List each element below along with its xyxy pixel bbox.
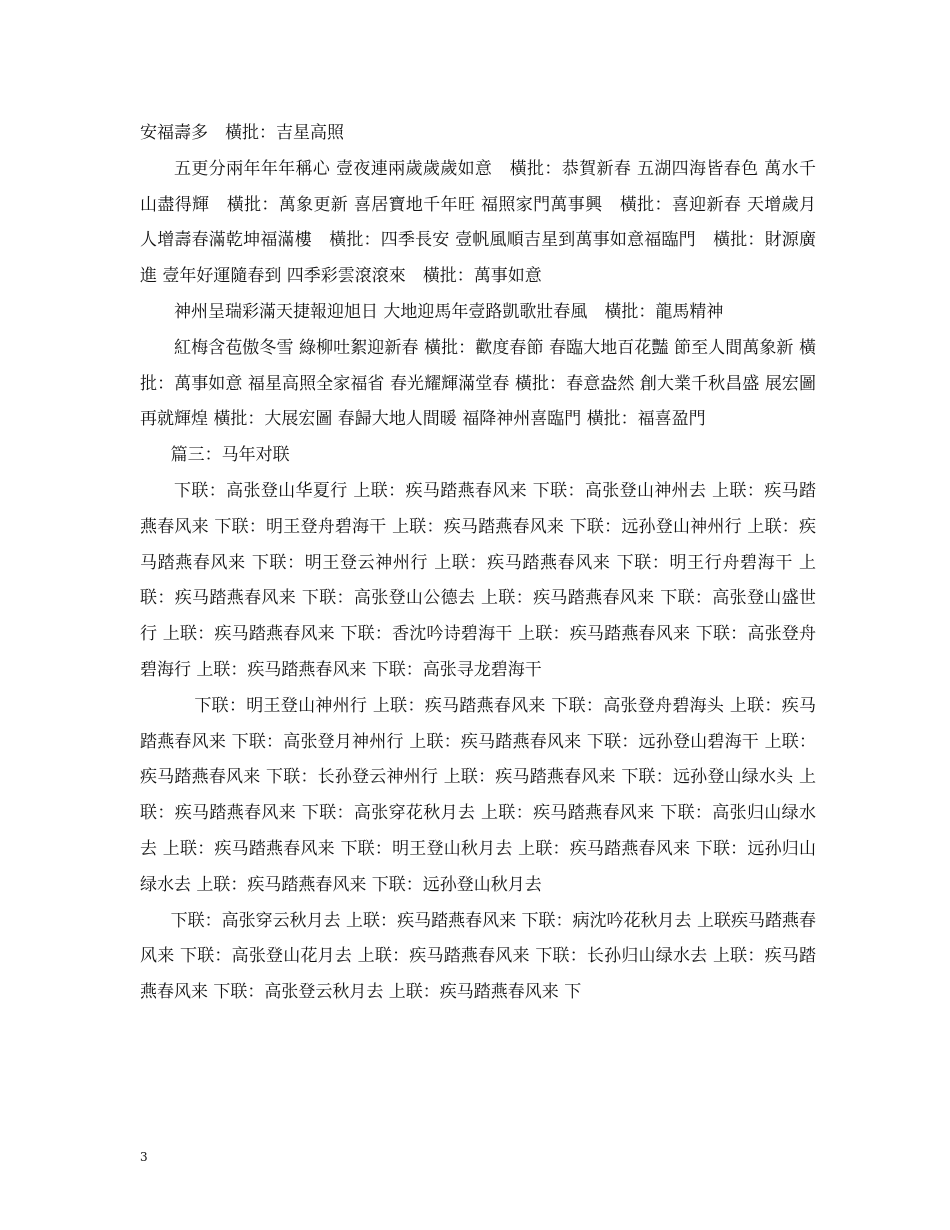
- paragraph-continuation: 安福壽多 橫批：吉星高照: [140, 123, 344, 143]
- paragraph-couplets-3: 紅梅含苞傲冬雪 綠柳吐絮迎新春 橫批：歡度春節 春臨大地百花豔 節至人間萬象新 橫批：萬事如意 福星高照全家福省 春光耀輝滿堂春 橫批：春意盎然 創大業千秋昌盛 展宏圖再就輝煌 橫批：大展宏圖 春歸大地人間暖 福降神州喜臨門 橫批：福喜盈門: [140, 337, 816, 430]
- paragraph-couplets-2: 神州呈瑞彩滿天捷報迎旭日 大地迎馬年壹路凱歌壯春風 橫批：龍馬精神: [174, 301, 724, 322]
- section-heading: 篇三：马年对联: [170, 445, 290, 466]
- paragraph-horse-couplets-1: 下联：高张登山华夏行 上联：疾马踏燕春风来 下联：高张登山神州去 上联：疾马踏燕春风来 下联：明王登舟碧海干 上联：疾马踏燕春风来 下联：远孙登山神州行 上联：疾马踏燕春风来 下联：明王登云神州行 上联：疾马踏燕春风来 下联：明王行舟碧海干 上联：疾马踏燕春风来 下联：高张登山公德去 上联：疾马踏燕春风来 下联：高张登山盛世行 上联：疾马踏燕春风来 下联：香沈吟诗碧海干 上联：疾马踏燕春风来 下联：高张登舟碧海行 上联：疾马踏燕春风来 下联：高张寻龙碧海干: [140, 480, 816, 680]
- paragraph-horse-couplets-2: 下联：明王登山神州行 上联：疾马踏燕春风来 下联：高张登舟碧海头 上联：疾马踏燕春风来 下联：高张登月神州行 上联：疾马踏燕春风来 下联：远孙登山碧海干 上联：疾马踏燕春风来 下联：长孙登云神州行 上联：疾马踏燕春风来 下联：远孙登山绿水头 上联：疾马踏燕春风来 下联：高张穿花秋月去 上联：疾马踏燕春风来 下联：高张归山绿水去 上联：疾马踏燕春风来 下联：明王登山秋月去 上联：疾马踏燕春风来 下联：远孙归山绿水去 上联：疾马踏燕春风来 下联：远孙登山秋月去: [140, 695, 816, 895]
- paragraph-horse-couplets-3: 下联：高张穿云秋月去 上联：疾马踏燕春风来 下联：病沈吟花秋月去 上联疾马踏燕春风来 下联：高张登山花月去 上联：疾马踏燕春风来 下联：长孙归山绿水去 上联：疾马踏燕春风来 下联：高张登云秋月去 上联：疾马踏燕春风来 下: [140, 910, 816, 1003]
- page-number: 3: [140, 1150, 148, 1164]
- paragraph-couplets-1: 五更分兩年年年稱心 壹夜連兩歲歲歲如意 橫批：恭賀新春 五湖四海皆春色 萬水千山盡得輝 橫批：萬象更新 喜居寶地千年旺 福照家門萬事興 橫批：喜迎新春 天增歲月人增壽春滿乾坤福滿樓 橫批：四季長安 壹帆風順吉星到萬事如意福臨門 橫批：財源廣進 壹年好運隨春到 四季彩雲滾滾來 橫批：萬事如意: [140, 158, 816, 287]
- document-body: [140, 116, 816, 1011]
